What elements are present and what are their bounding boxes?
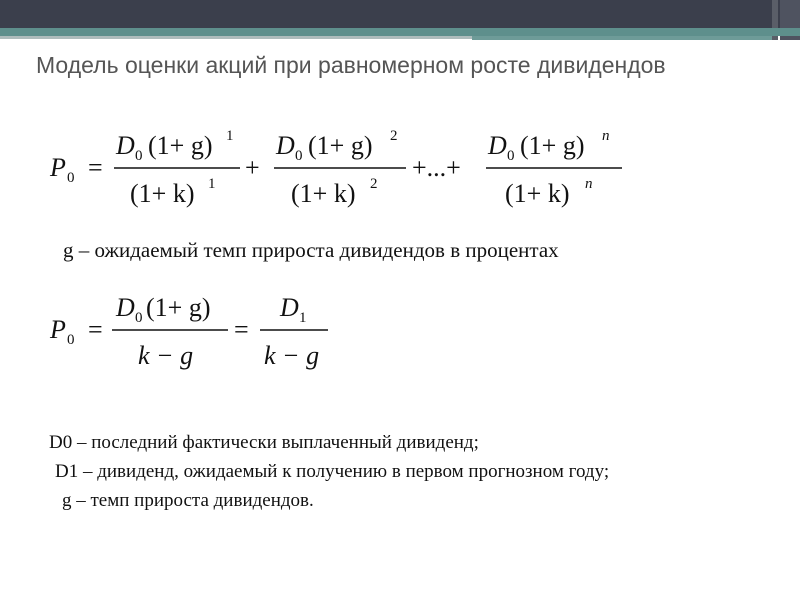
formula2-num2-var: D — [280, 293, 299, 322]
term2-den: (1+ k) — [291, 179, 356, 208]
g-definition: g – ожидаемый темп прироста дивидендов в процентах — [63, 238, 559, 262]
formula-lhs-sub: 0 — [67, 170, 75, 186]
term3-num-pow: n — [602, 128, 610, 144]
slide-title: Модель оценки акций при равномерном росте дивидендов — [36, 52, 666, 78]
plus-sign: + — [245, 153, 260, 182]
formula2-num1-growth: (1+ g) — [146, 293, 211, 322]
equals-sign: = — [88, 153, 103, 182]
term3-den-pow: n — [585, 176, 593, 192]
slide-top-bar — [0, 0, 800, 28]
formula-gordon — [40, 286, 340, 376]
term2-num-pow: 2 — [390, 128, 398, 144]
equals-sign: = — [88, 315, 103, 344]
term2-num-sub: 0 — [295, 148, 303, 164]
equals-sign-2: = — [234, 315, 249, 344]
term1-num-growth: (1+ g) — [148, 131, 213, 160]
note-g: g – темп прироста дивидендов. — [62, 490, 314, 511]
term1-num-pow: 1 — [226, 128, 234, 144]
term2-num-growth: (1+ g) — [308, 131, 373, 160]
term3-num-sub: 0 — [507, 148, 515, 164]
dots-operator: +...+ — [412, 153, 461, 182]
formula2-num2-sub: 1 — [299, 310, 307, 326]
slide-accent-band — [0, 28, 800, 36]
note-d1: D1 – дивиденд, ожидаемый к получению в первом прогнозном году; — [55, 461, 610, 482]
term3-num-growth: (1+ g) — [520, 131, 585, 160]
term2-den-pow: 2 — [370, 176, 378, 192]
formula2-lhs: P — [50, 315, 66, 344]
term1-num-var: D — [116, 131, 135, 160]
term1-den-pow: 1 — [208, 176, 216, 192]
term3-num-var: D — [488, 131, 507, 160]
formula2-num1-sub: 0 — [135, 310, 143, 326]
term2-num-var: D — [276, 131, 295, 160]
formula2-den2: k − g — [264, 341, 320, 370]
formula-lhs: P — [50, 153, 66, 182]
formula2-num1-var: D — [116, 293, 135, 322]
term3-den: (1+ k) — [505, 179, 570, 208]
slide-accent-line — [472, 36, 772, 40]
note-d0: D0 – последний фактически выплаченный дивиденд; — [49, 432, 479, 453]
formula-series — [40, 118, 640, 218]
term1-num-sub: 0 — [135, 148, 143, 164]
slide-accent-line — [0, 36, 472, 39]
formula2-lhs-sub: 0 — [67, 332, 75, 348]
formula2-den1: k − g — [138, 341, 194, 370]
term1-den: (1+ k) — [130, 179, 195, 208]
